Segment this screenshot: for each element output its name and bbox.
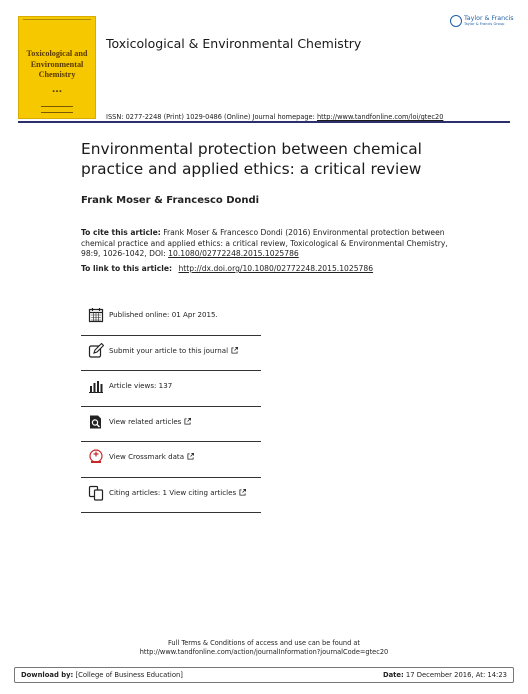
related-articles-label: View related articles bbox=[109, 416, 182, 426]
cover-small-print: ▪ ▪ ▪ bbox=[52, 89, 62, 93]
download-info-bar bbox=[14, 667, 514, 683]
crossmark-link[interactable] bbox=[109, 452, 194, 461]
publisher-subtitle: Taylor & Francis Group bbox=[464, 22, 505, 26]
citation-text: Frank Moser & Francesco Dondi (2016) Environmental protection between chemical practice and applied ethics: a critical review, Toxicological & Environmental Chemistry, 98:9, 1026-1042, DOI: bbox=[81, 228, 448, 259]
terms-note bbox=[0, 639, 528, 657]
cover-publisher-mark bbox=[41, 106, 73, 113]
publisher-logo[interactable] bbox=[450, 15, 514, 29]
publisher-name: Taylor & Francis bbox=[464, 15, 514, 22]
related-articles-link[interactable] bbox=[109, 417, 191, 426]
link-label: To link to this article: bbox=[81, 264, 173, 273]
article-authors: Frank Moser & Francesco Dondi bbox=[81, 195, 260, 206]
link-to-article bbox=[81, 264, 373, 273]
edit-icon bbox=[88, 343, 104, 359]
external-link-icon bbox=[187, 453, 194, 460]
bar-chart-icon bbox=[88, 378, 104, 394]
article-doi-link[interactable]: http://dx.doi.org/10.1080/02772248.2015.1025786 bbox=[178, 264, 374, 273]
journal-homepage-link[interactable]: http://www.tandfonline.com/loi/gtec20 bbox=[316, 113, 444, 121]
citation-doi-link[interactable]: 10.1080/02772248.2015.1025786 bbox=[168, 249, 299, 259]
article-title: Environmental protection between chemical practice and applied ethics: a critical review bbox=[81, 140, 422, 178]
list-item-submit[interactable] bbox=[81, 336, 261, 372]
date-label: Date: bbox=[382, 671, 404, 679]
external-link-icon bbox=[184, 418, 191, 425]
citing-articles-link[interactable] bbox=[109, 488, 246, 497]
download-by bbox=[21, 671, 183, 679]
copy-icon bbox=[88, 485, 104, 501]
citation-block bbox=[81, 228, 461, 260]
terms-line-2: http://www.tandfonline.com/action/journalInformation?journalCode=gtec20 bbox=[139, 648, 389, 656]
article-views-text: Article views: 137 bbox=[109, 381, 173, 390]
published-online-text: Published online: 01 Apr 2015. bbox=[109, 310, 218, 319]
submit-article-link[interactable] bbox=[109, 346, 238, 355]
date-value: 17 December 2016, At: 14:23 bbox=[405, 671, 507, 679]
submit-article-label: Submit your article to this journal bbox=[109, 345, 229, 355]
list-item-published bbox=[81, 300, 261, 336]
publisher-logo-icon bbox=[450, 15, 462, 27]
download-label: Download by: bbox=[21, 671, 74, 679]
external-link-icon bbox=[231, 347, 238, 354]
search-document-icon bbox=[88, 414, 104, 430]
cover-decor-line bbox=[23, 19, 91, 23]
crossmark-icon bbox=[88, 449, 104, 465]
terms-line-1: Full Terms & Conditions of access and use can be found at bbox=[167, 639, 361, 647]
journal-cover-image bbox=[18, 16, 96, 119]
crossmark-label: View Crossmark data bbox=[109, 452, 185, 461]
calendar-icon bbox=[88, 307, 104, 323]
download-date bbox=[383, 671, 507, 679]
issn-text: ISSN: 0277-2248 (Print) 1029-0486 (Online) Journal homepage: bbox=[106, 113, 315, 121]
list-item-citing[interactable] bbox=[81, 478, 261, 514]
download-value: [College of Business Education] bbox=[75, 671, 183, 679]
external-link-icon bbox=[239, 489, 246, 496]
header-divider bbox=[18, 121, 510, 123]
journal-title: Toxicological & Environmental Chemistry bbox=[106, 36, 362, 51]
list-item-views bbox=[81, 371, 261, 407]
list-item-crossmark[interactable] bbox=[81, 442, 261, 478]
citing-articles-label: Citing articles: 1 View citing articles bbox=[109, 487, 237, 497]
list-item-related[interactable] bbox=[81, 407, 261, 443]
cover-title: Toxicological and Environmental Chemistry bbox=[26, 49, 88, 80]
citation-label: To cite this article: bbox=[81, 228, 161, 237]
article-info-list bbox=[81, 300, 261, 513]
issn-line bbox=[106, 113, 443, 121]
